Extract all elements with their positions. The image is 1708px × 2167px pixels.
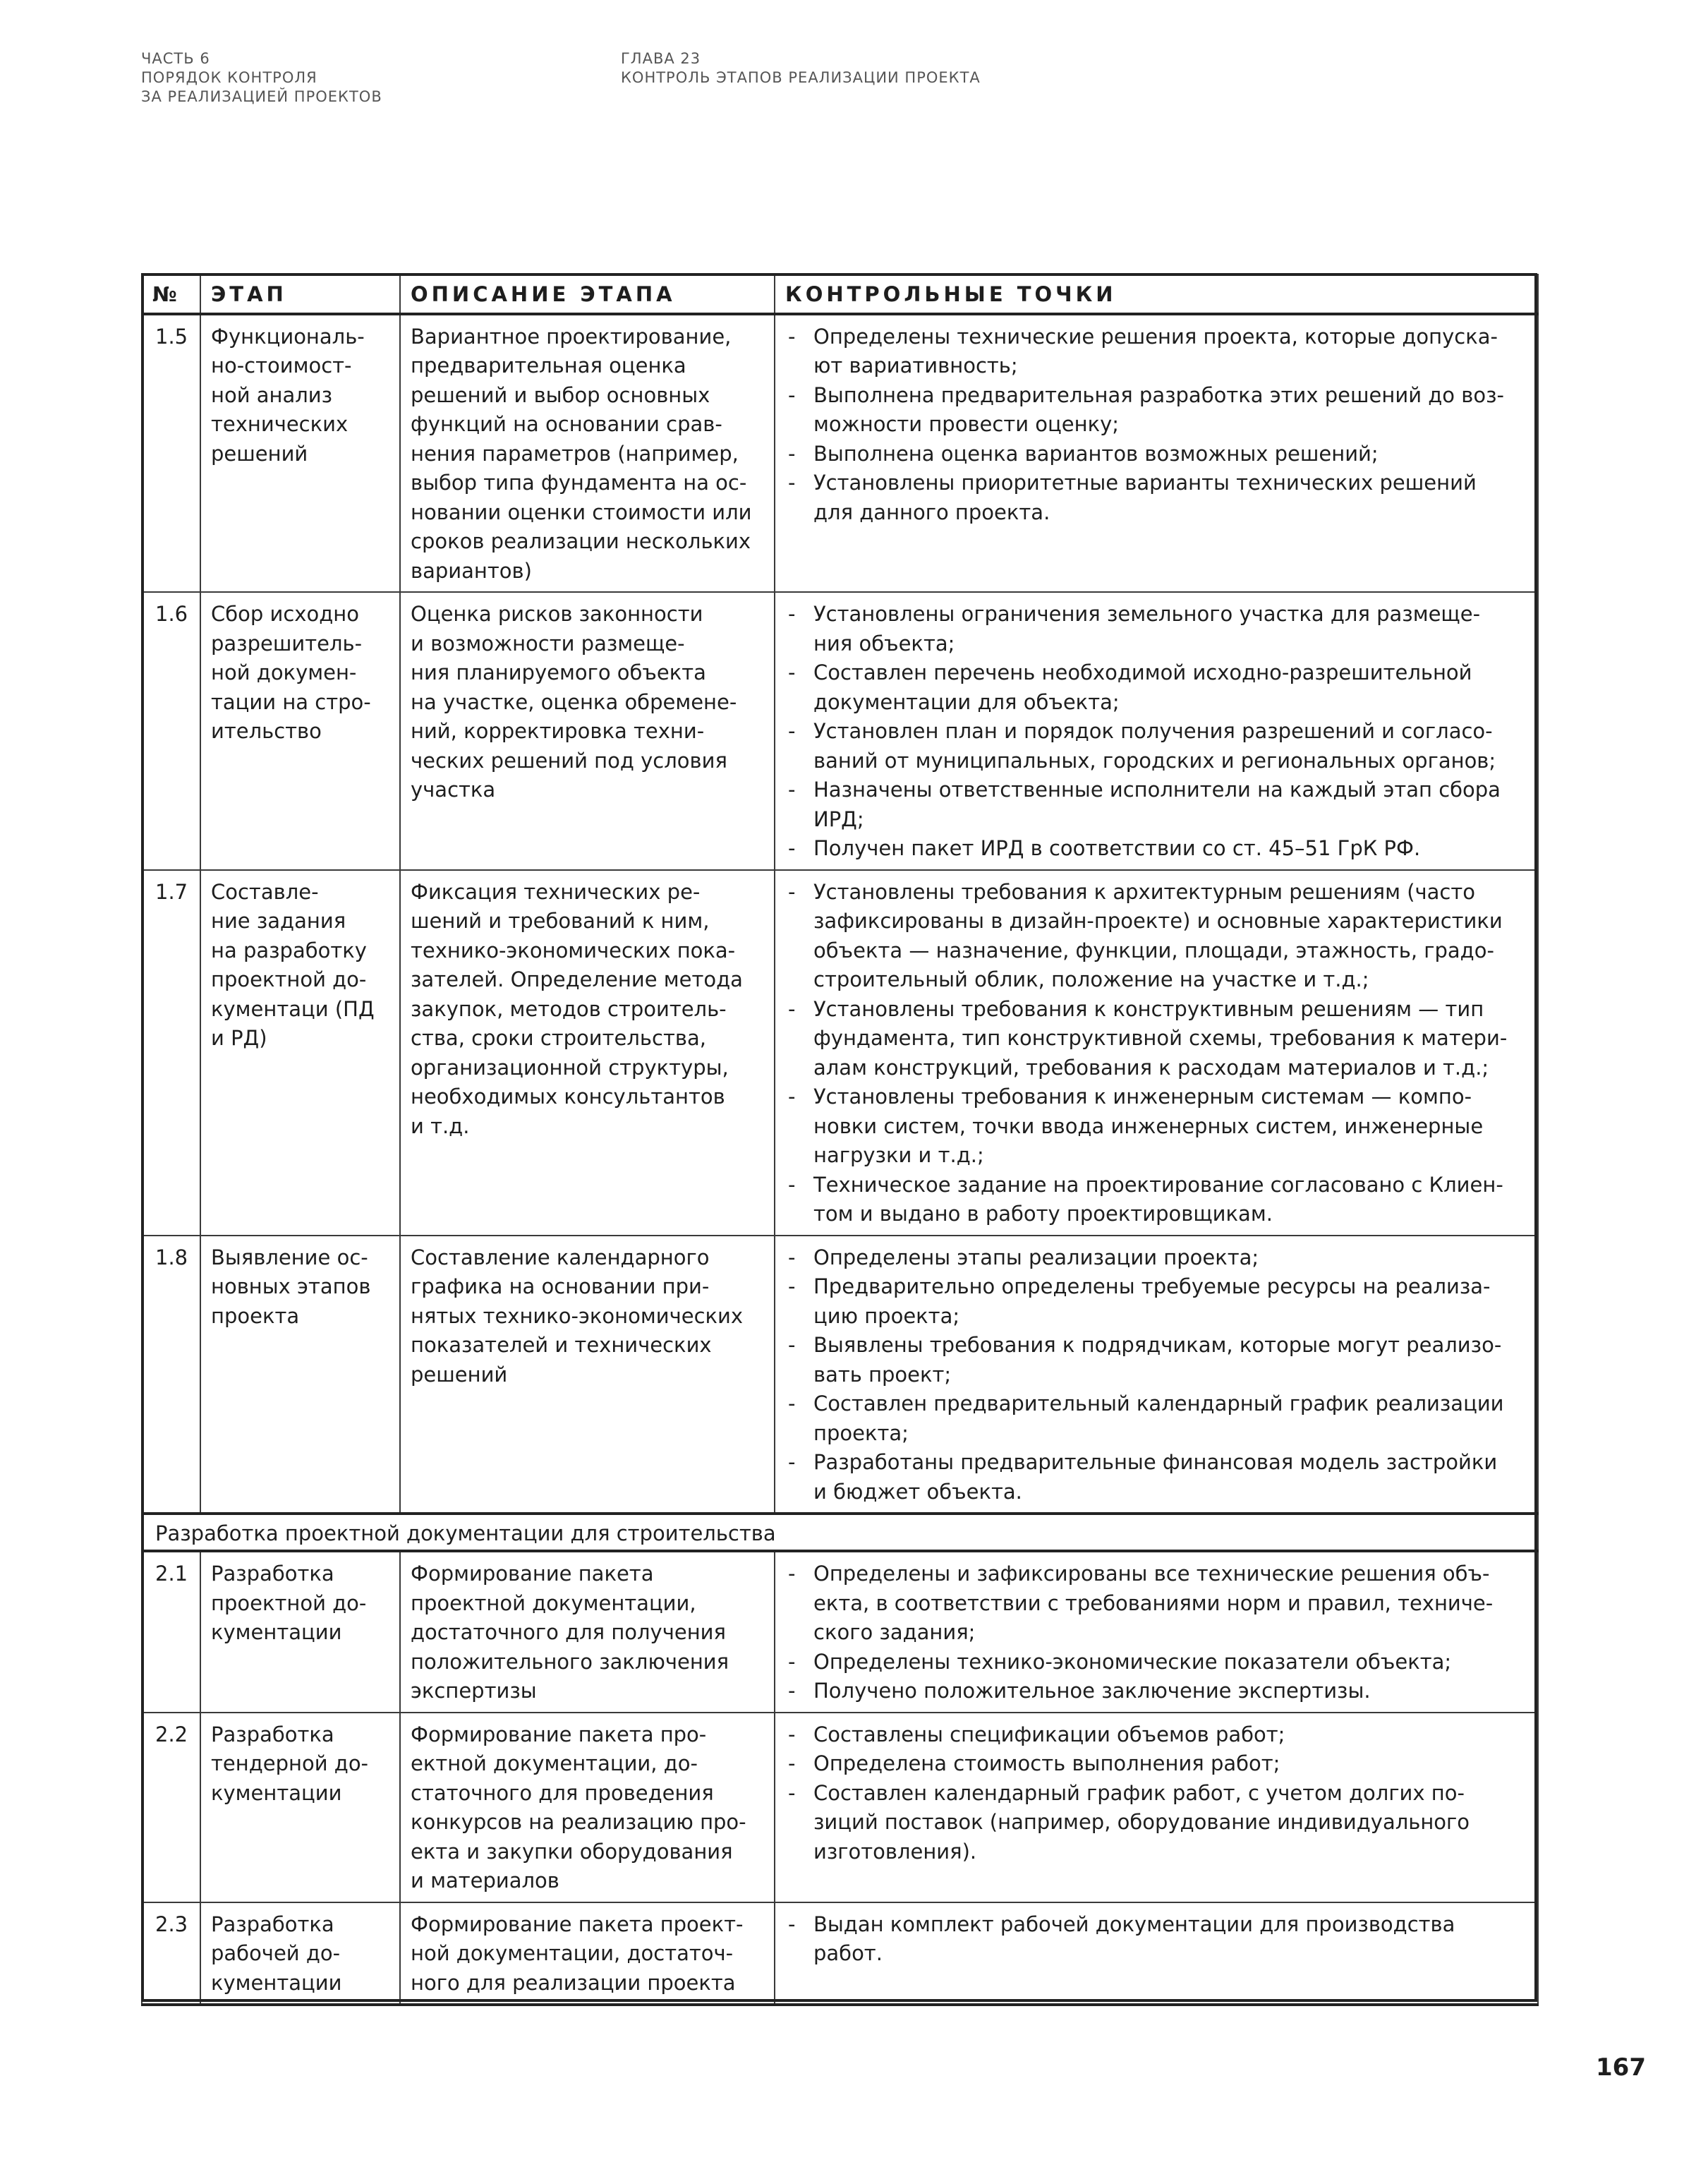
table-row [142,870,1538,1236]
header-part-line: ЗА РЕАЛИЗАЦИЕЙ ПРОЕКТОВ [141,88,382,105]
control-point-item: - Выдан комплект рабочей документации для производства работ. [785,1910,1527,1969]
row-description: Составление календарного графика на основании при- нятых технико-экономических показателей и технических решений [400,1236,775,1514]
control-point-item: - Выполнена оценка вариантов возможных решений; [785,440,1527,469]
row-number: 1.8 [142,1236,200,1514]
control-point-item: - Определены технико-экономические показатели объекта; [785,1648,1527,1677]
row-stage: Выявление ос- новных этапов проекта [200,1236,400,1514]
column-header-stage: ЭТАП [200,274,400,314]
header-chapter-line: КОНТРОЛЬ ЭТАПОВ РЕАЛИЗАЦИИ ПРОЕКТА [621,69,981,86]
table-row [142,314,1538,593]
control-point-item: - Техническое задание на проектирование согласовано с Клиен- том и выдано в работу проектировщикам. [785,1171,1527,1229]
row-description: Фиксация технических ре- шений и требований к ним, технико-экономических пока- зателей. Определение метода закупок, методов строитель- ства, сроки строительства, организационной структуры, необходимых консультантов и т.д. [400,870,775,1236]
row-control-points [775,1551,1538,1713]
row-stage: Разработка проектной до- кументации [200,1551,400,1713]
row-control-points [775,870,1538,1236]
table-body-stage-1 [142,314,1538,1514]
row-number: 1.5 [142,314,200,593]
row-number: 2.1 [142,1551,200,1713]
row-number: 1.7 [142,870,200,1236]
control-point-item: - Установлены требования к инженерным системам — компо- новки систем, точки ввода инженерных систем, инженерные нагрузки и т.д.; [785,1082,1527,1171]
row-control-points [775,1236,1538,1514]
control-point-item: - Составлен календарный график работ, с учетом долгих по- зиций поставок (например, оборудование индивидуального изготовления). [785,1779,1527,1867]
control-point-item: - Установлен план и порядок получения разрешений и согласо- ваний от муниципальных, городских и региональных органов; [785,717,1527,775]
column-header-description: ОПИСАНИЕ ЭТАПА [400,274,775,314]
control-points-table [141,274,1539,2006]
header-chapter-line: ГЛАВА 23 [621,50,701,67]
control-point-item: - Получено положительное заключение экспертизы. [785,1677,1527,1706]
control-points-list [785,600,1527,864]
row-stage: Функциональ- но-стоимост- ной анализ технических решений [200,314,400,593]
control-point-item: - Получен пакет ИРД в соответствии со ст. 45–51 ГрК РФ. [785,834,1527,864]
control-points-list [785,322,1527,528]
control-point-item: - Определена стоимость выполнения работ; [785,1749,1527,1779]
control-point-item: - Составлен предварительный календарный график реализации проекта; [785,1389,1527,1448]
control-points-list [785,1910,1527,1969]
control-point-item: - Установлены требования к архитектурным решениям (часто зафиксированы в дизайн-проекте) и основные характеристики объекта — назначение, функции, площади, этажность, градо- строительный облик, положение на участке и т.д.; [785,878,1527,995]
table-body-stage-2 [142,1551,1538,2005]
header-part-line: ЧАСТЬ 6 [141,50,210,67]
control-points-list [785,1243,1527,1507]
table-row [142,1236,1538,1514]
control-point-item: - Разработаны предварительные финансовая модель застройки и бюджет объекта. [785,1448,1527,1507]
section-title: Разработка проектной документации для строительства [142,1514,1538,1551]
control-point-item: - Выявлены требования к подрядчикам, которые могут реализо- вать проект; [785,1331,1527,1389]
control-points-list [785,878,1527,1229]
running-header-chapter [621,49,981,87]
row-stage: Разработка тендерной до- кументации [200,1713,400,1902]
row-description: Оценка рисков законности и возможности размеще- ния планируемого объекта на участке, оценка обремене- ний, корректировка техни- ческих решений под условия участка [400,592,775,870]
running-header-part [141,49,382,107]
header-part-line: ПОРЯДОК КОНТРОЛЯ [141,69,317,86]
row-control-points [775,314,1538,593]
control-point-item: - Установлены требования к конструктивным решениям — тип фундамента, тип конструктивной схемы, требования к матери- алам конструкций, требования к расходам материалов и т.д.; [785,995,1527,1083]
row-control-points [775,592,1538,870]
row-number: 2.2 [142,1713,200,1902]
control-points-list [785,1720,1527,1867]
control-point-item: - Составлены спецификации объемов работ; [785,1720,1527,1750]
control-points-list [785,1559,1527,1706]
row-number: 2.3 [142,1902,200,2005]
control-point-item: - Установлены приоритетные варианты технических решений для данного проекта. [785,469,1527,527]
table-row [142,1902,1538,2005]
row-stage: Составле- ние задания на разработку проектной до- кументаци (ПД и РД) [200,870,400,1236]
control-point-item: - Определены и зафиксированы все технические решения объ- екта, в соответствии с требованиями норм и правил, техниче- ского задания; [785,1559,1527,1648]
row-stage: Сбор исходно разрешитель- ной докумен- тации на стро- ительство [200,592,400,870]
control-point-item: - Выполнена предварительная разработка этих решений до воз- можности провести оценку; [785,381,1527,440]
page-number: 167 [1596,2053,1646,2082]
row-control-points [775,1902,1538,2005]
row-control-points [775,1713,1538,1902]
table-section [142,1514,1538,1551]
row-description: Формирование пакета про- ектной документации, до- статочного для проведения конкурсов на реализацию про- екта и закупки оборудования и материалов [400,1713,775,1902]
section-row [142,1514,1538,1551]
control-point-item: - Определены этапы реализации проекта; [785,1243,1527,1273]
row-description: Формирование пакета проект- ной документации, достаточ- ного для реализации проекта [400,1902,775,2005]
control-point-item: - Определены технические решения проекта, которые допуска- ют вариативность; [785,322,1527,381]
row-number: 1.6 [142,592,200,870]
control-point-item: - Составлен перечень необходимой исходно-разрешительной документации для объекта; [785,658,1527,717]
control-point-item: - Предварительно определены требуемые ресурсы на реализа- цию проекта; [785,1272,1527,1331]
row-description: Формирование пакета проектной документации, достаточного для получения положительного заключения экспертизы [400,1551,775,1713]
table-row [142,592,1538,870]
control-point-item: - Назначены ответственные исполнители на каждый этап сбора ИРД; [785,775,1527,834]
control-point-item: - Установлены ограничения земельного участка для размеще- ния объекта; [785,600,1527,658]
column-header-number: № [142,274,200,314]
row-description: Вариантное проектирование, предварительная оценка решений и выбор основных функций на основании срав- нения параметров (например, выбор типа фундамента на ос- новании оценки стоимости или сроков реализации нескольких вариантов) [400,314,775,593]
column-header-control-points: КОНТРОЛЬНЫЕ ТОЧКИ [775,274,1538,314]
row-stage: Разработка рабочей до- кументации [200,1902,400,2005]
table-row [142,1713,1538,1902]
table-header-row [142,274,1538,314]
table-row [142,1551,1538,1713]
